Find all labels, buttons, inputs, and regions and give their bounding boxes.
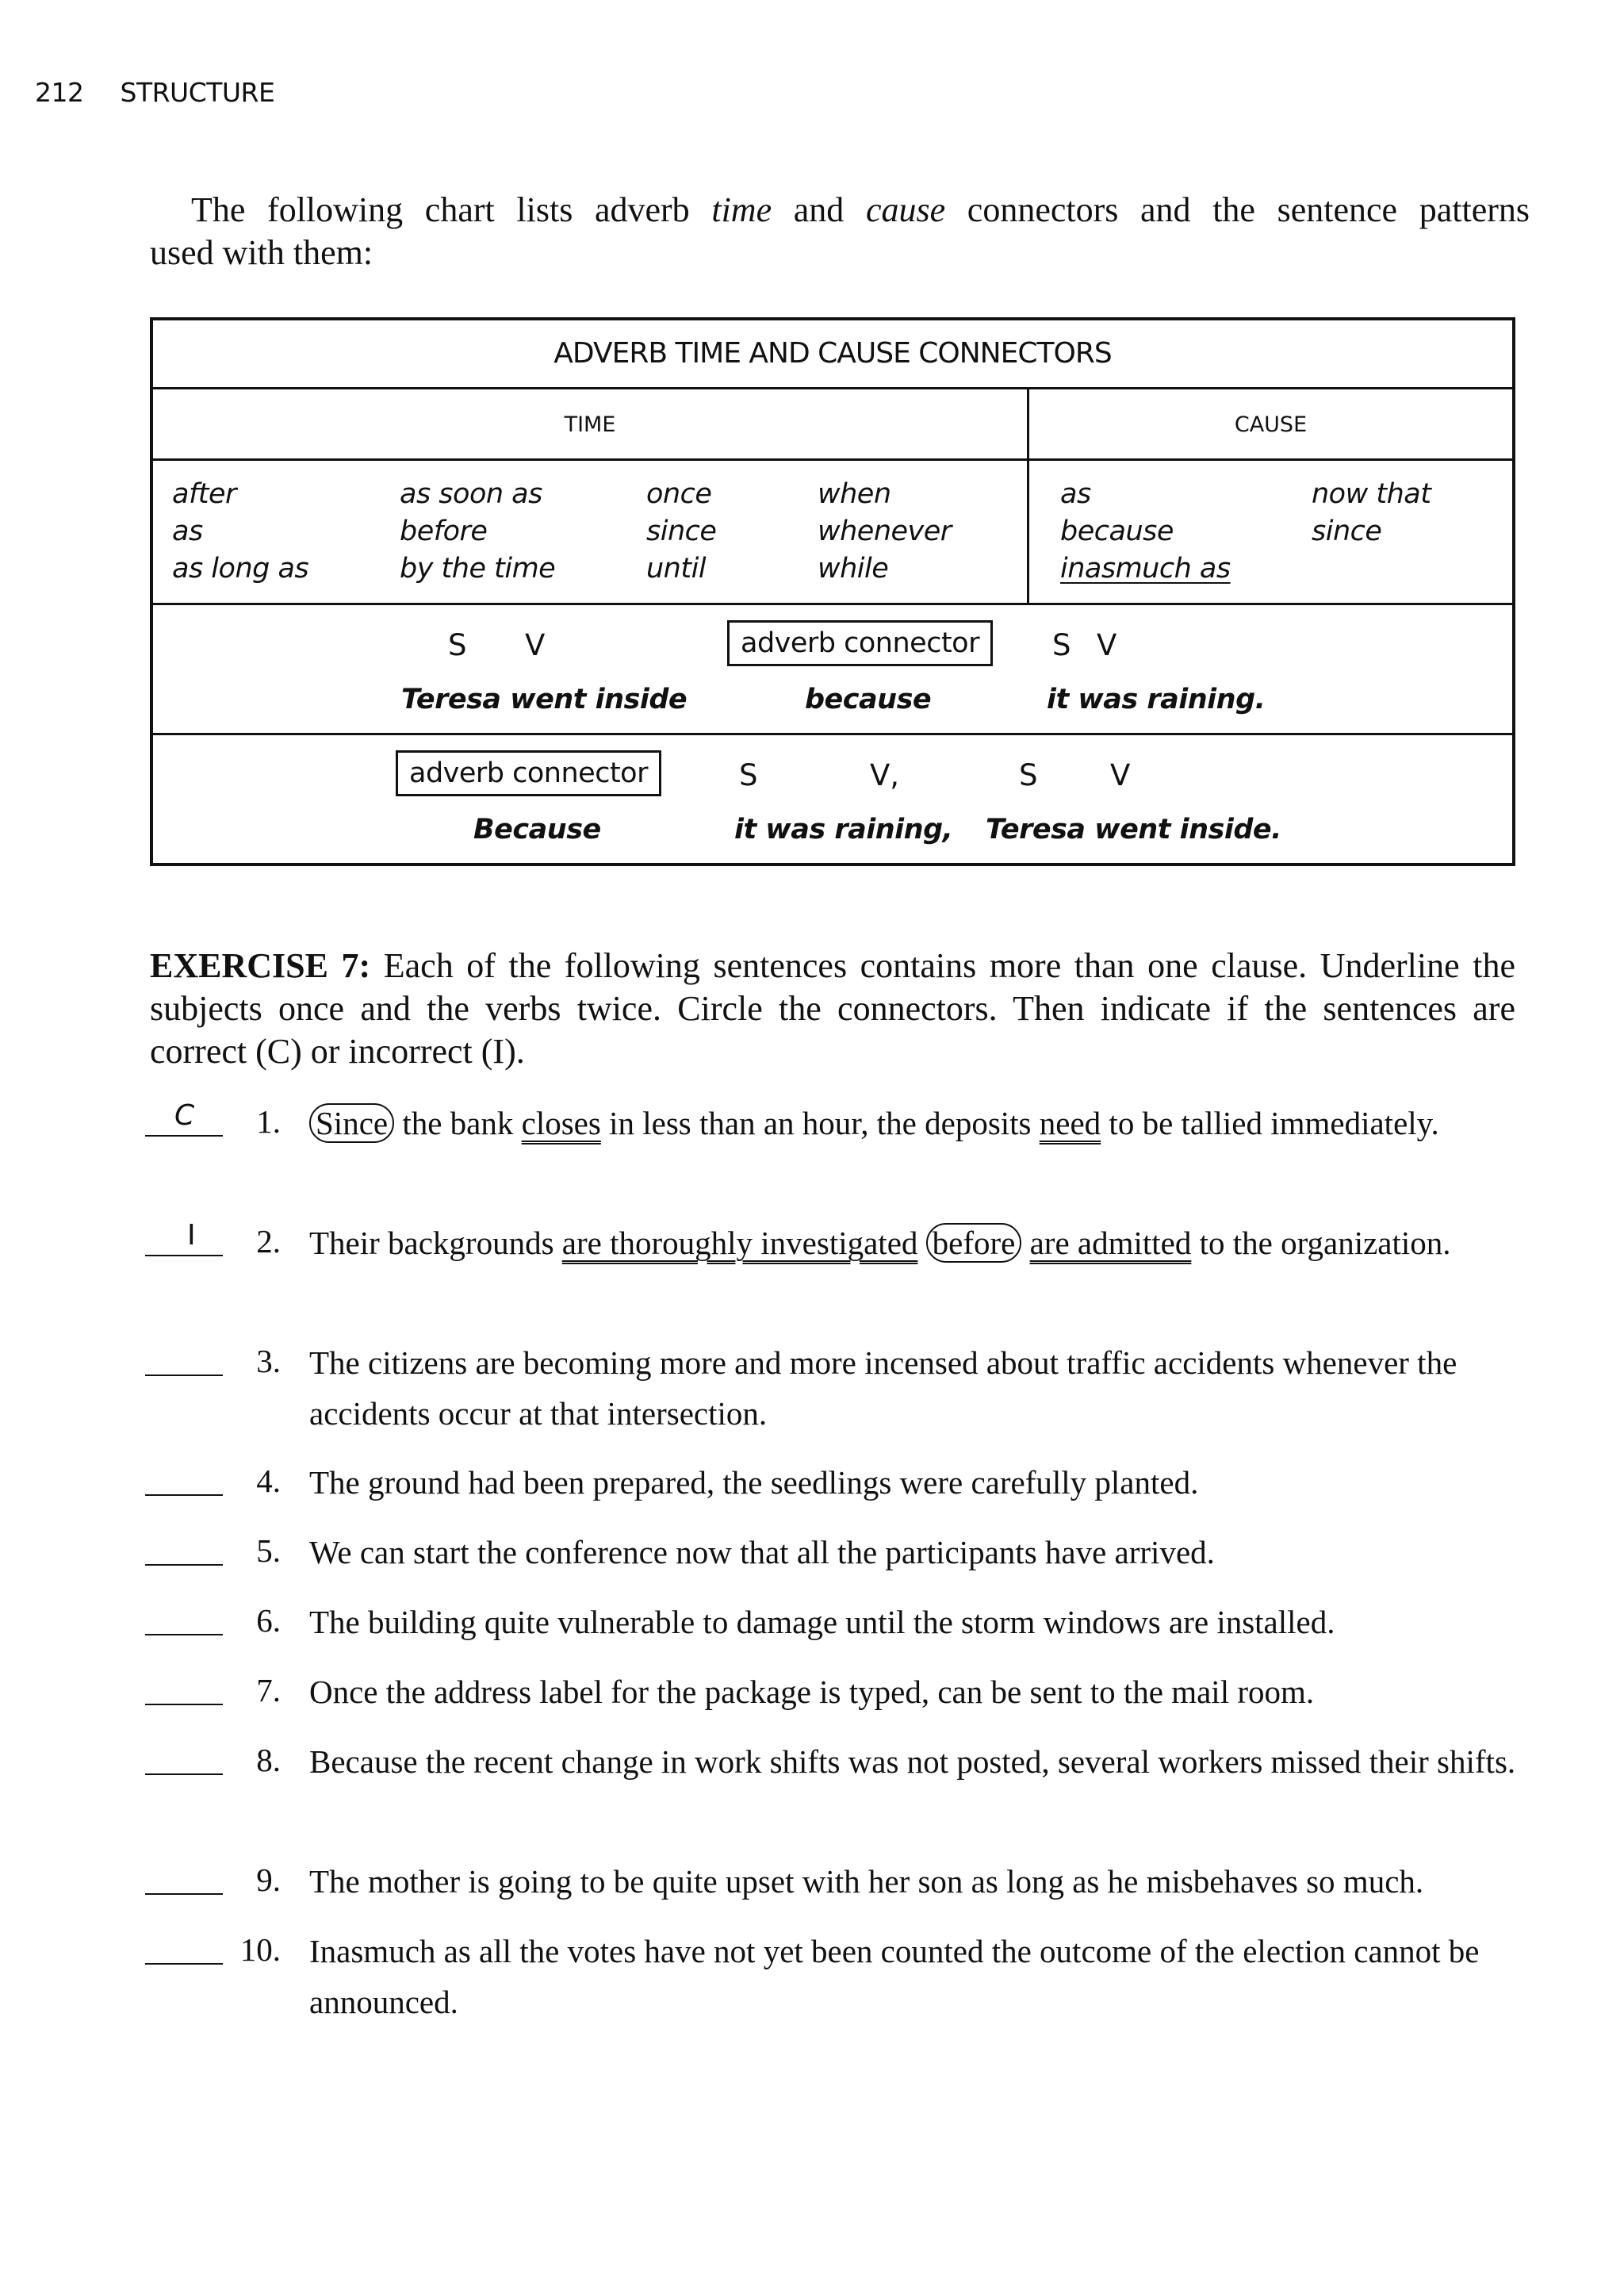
pattern-subject-label: S xyxy=(1019,758,1038,792)
pattern-example-clause: it was raining. xyxy=(1047,684,1266,715)
item-text: We can start the conference now that all the participants have arrived. xyxy=(309,1534,1215,1570)
item-text: Once the address label for the package is typed, can be sent to the mail room. xyxy=(309,1674,1315,1710)
item-text: The citizens are becoming more and more incensed about traffic accidents whenever the accidents occur at that intersection. xyxy=(309,1344,1457,1432)
pattern-example-clause: Teresa went inside. xyxy=(986,814,1281,845)
exercise-instructions xyxy=(150,945,1515,1073)
pattern-subject-label: S xyxy=(1052,628,1071,662)
answer-blank[interactable] xyxy=(145,1564,223,1566)
connector-word: once xyxy=(646,478,712,510)
item-text: Their backgrounds are thoroughly investigated before are admitted to the organization. xyxy=(309,1225,1451,1261)
item-number: 7. xyxy=(256,1672,281,1708)
answer-mark: C xyxy=(174,1099,195,1132)
connector-word: after xyxy=(172,478,236,510)
pattern-example-connector: because xyxy=(805,684,932,715)
answer-blank[interactable] xyxy=(145,1704,223,1705)
pattern-connector-box: adverb connector xyxy=(396,750,661,796)
item-number: 3. xyxy=(256,1343,281,1379)
pattern-example-clause: Teresa went inside xyxy=(401,684,688,715)
chart-divider xyxy=(153,458,1512,461)
underlined-verb: are thoroughly investigated xyxy=(561,1225,918,1261)
underlined-verb: need xyxy=(1039,1105,1101,1141)
connector-word: whenever xyxy=(818,516,952,547)
cause-header: CAUSE xyxy=(1234,412,1308,437)
exercise-instructions-text: Each of the following sentences contains more than one clause. Underline the subjects once and the verbs twice. Circle the connectors. Then indicate if the sentences are correct (C) or incorrect (I). xyxy=(150,946,1515,1071)
pattern-verb-label: V xyxy=(525,628,546,662)
page-number: 212 xyxy=(35,77,84,108)
answer-blank[interactable] xyxy=(145,1135,223,1137)
underlined-verb: closes xyxy=(521,1105,601,1141)
circled-connector: Since xyxy=(309,1103,394,1143)
answer-blank[interactable] xyxy=(145,1634,223,1635)
item-text: The ground had been prepared, the seedlings were carefully planted. xyxy=(309,1464,1199,1501)
time-header: TIME xyxy=(564,412,616,437)
chart-divider xyxy=(153,603,1512,605)
item-text: The building quite vulnerable to damage until the storm windows are installed. xyxy=(309,1604,1335,1640)
item-number: 6. xyxy=(256,1602,281,1639)
chart-title: ADVERB TIME AND CAUSE CONNECTORS xyxy=(553,337,1112,370)
item-number: 5. xyxy=(256,1532,281,1569)
connector-word: while xyxy=(818,553,889,585)
pattern-subject-label: S xyxy=(739,758,758,792)
intro-paragraph xyxy=(150,189,1530,274)
connector-word: because xyxy=(1060,516,1174,547)
pattern-verb-label: V xyxy=(1097,628,1117,662)
answer-blank[interactable] xyxy=(145,1893,223,1895)
circled-connector: before xyxy=(926,1223,1022,1263)
item-number: 1. xyxy=(256,1103,281,1140)
connector-word: by the time xyxy=(400,553,556,585)
item-text: Since the bank closes in less than an hour, the deposits need to be tallied immediately. xyxy=(309,1098,1530,1148)
connector-word: as long as xyxy=(172,553,309,585)
pattern-verb-label: V, xyxy=(870,758,900,792)
answer-blank[interactable] xyxy=(145,1255,223,1256)
answer-blank[interactable] xyxy=(145,1963,223,1965)
connector-word: before xyxy=(400,516,488,547)
item-number: 2. xyxy=(256,1223,281,1260)
connector-word: until xyxy=(646,553,707,585)
connectors-chart xyxy=(150,317,1515,866)
pattern-example-connector: Because xyxy=(473,814,601,845)
connector-word: when xyxy=(818,478,891,510)
answer-blank[interactable] xyxy=(145,1773,223,1775)
connector-word: inasmuch as xyxy=(1060,553,1231,585)
answer-blank[interactable] xyxy=(145,1375,223,1376)
item-number: 9. xyxy=(256,1861,281,1898)
item-number: 4. xyxy=(256,1463,281,1499)
connector-word: now that xyxy=(1312,478,1431,510)
connector-word: since xyxy=(646,516,717,547)
item-text: Because the recent change in work shifts was not posted, several workers missed their shifts. xyxy=(309,1743,1516,1780)
item-text: The mother is going to be quite upset with her son as long as he misbehaves so much. xyxy=(309,1863,1424,1900)
item-number: 10. xyxy=(239,1931,281,1968)
connector-word: since xyxy=(1312,516,1382,547)
pattern-connector-box: adverb connector xyxy=(727,620,993,666)
item-number: 8. xyxy=(256,1742,281,1778)
pattern-subject-label: S xyxy=(448,628,467,662)
page-header xyxy=(35,77,274,108)
answer-mark: I xyxy=(187,1219,196,1252)
connector-word: as xyxy=(172,516,203,547)
intro-line-2: used with them: xyxy=(150,233,373,272)
intro-line-1: The following chart lists adverb time and cause connectors and the sentence patterns xyxy=(191,190,1530,229)
item-text: Inasmuch as all the votes have not yet been counted the outcome of the election cannot be announced. xyxy=(309,1933,1480,2020)
pattern-verb-label: V xyxy=(1110,758,1131,792)
section-title: STRUCTURE xyxy=(120,77,275,108)
chart-divider xyxy=(153,387,1512,389)
underlined-verb: are admitted xyxy=(1029,1225,1192,1261)
exercise-label: EXERCISE 7: xyxy=(150,946,371,985)
connector-word: as soon as xyxy=(400,478,542,510)
chart-divider xyxy=(153,733,1512,735)
pattern-example-clause: it was raining, xyxy=(734,814,953,845)
answer-blank[interactable] xyxy=(145,1494,223,1496)
connector-word: as xyxy=(1060,478,1091,510)
